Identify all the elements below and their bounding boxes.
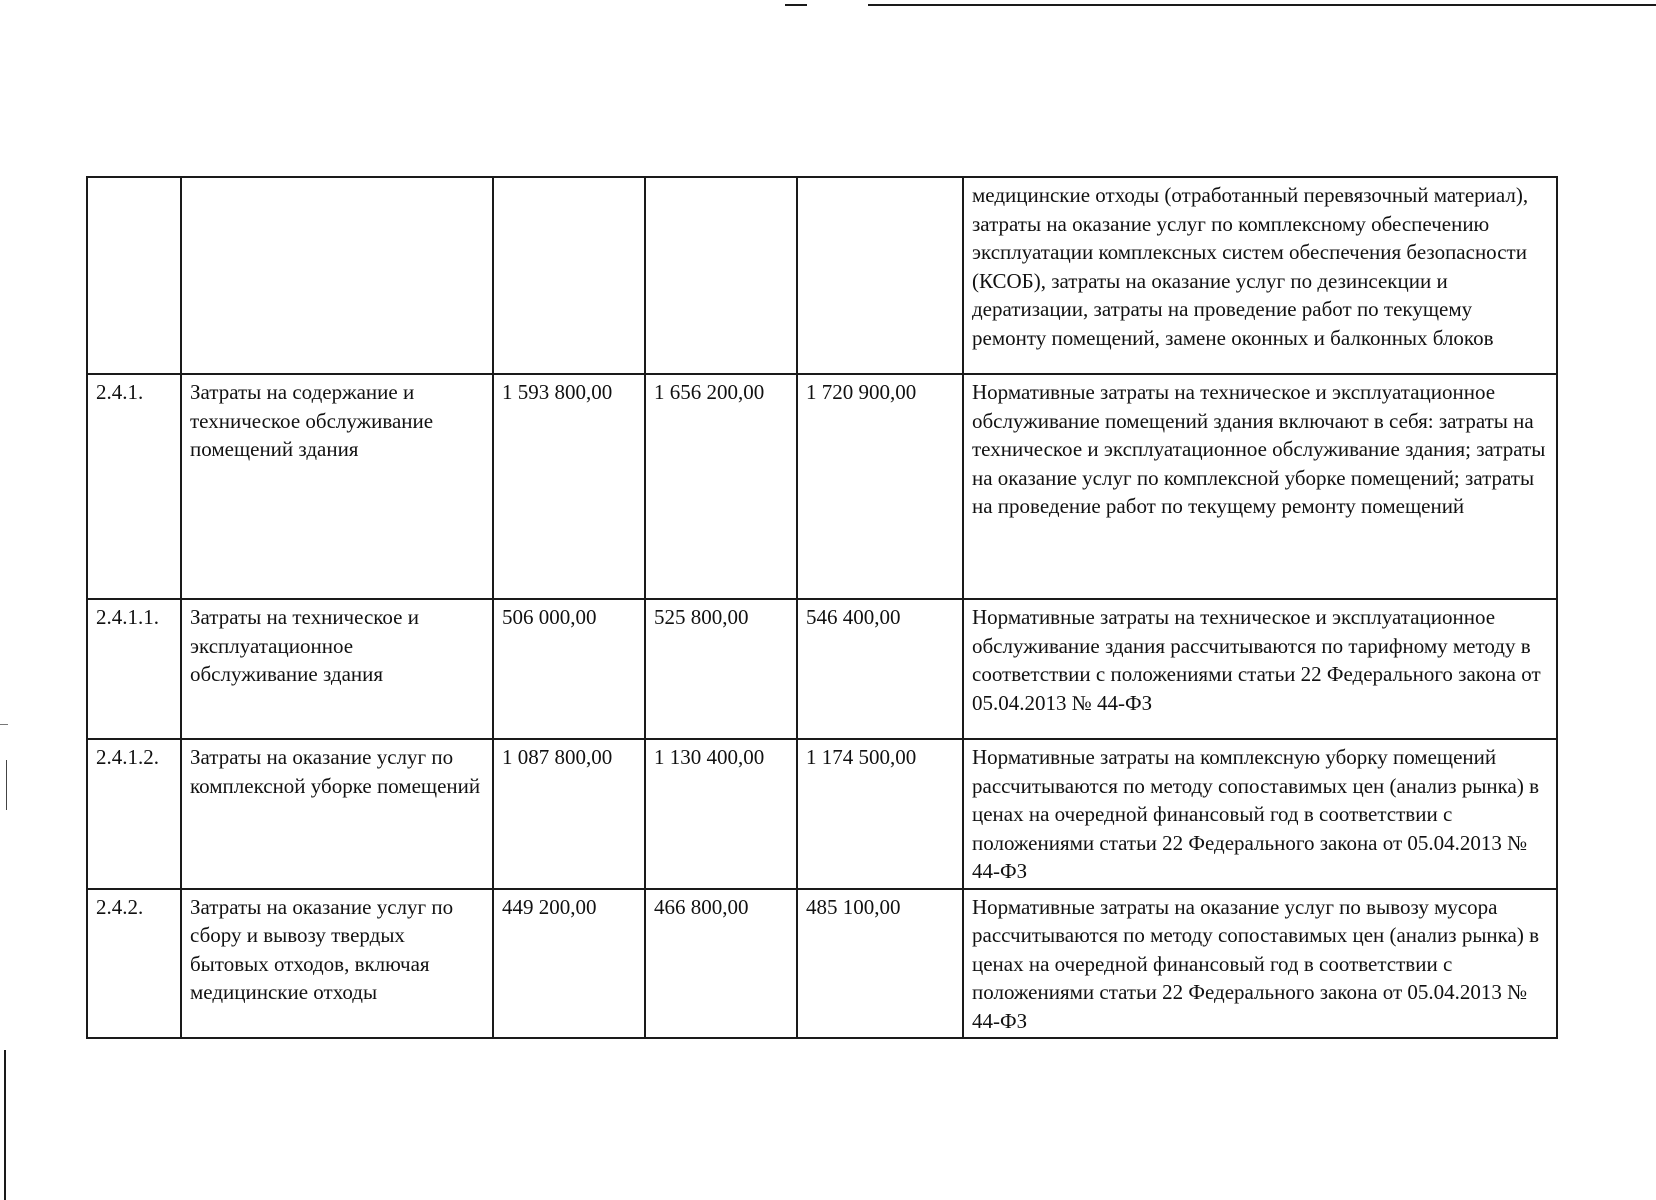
- cell-year2: 1 656 200,00: [645, 374, 797, 599]
- cell-name: Затраты на оказание услуг по комплексной уборке помещений: [181, 739, 493, 889]
- cell-description: медицинские отходы (отработанный перевязочный материал), затраты на оказание услуг по комплексному обеспечению эксплуатации комплексных систем обеспечения безопасности (КСОБ), затраты на оказание услуг по дезинсекции и дератизации, затраты на проведение работ по текущему ремонту помещений, замене оконных и балконных блоков: [963, 177, 1557, 374]
- scan-artifact-tick: [6, 760, 7, 810]
- cell-name: Затраты на оказание услуг по сбору и вывозу твердых бытовых отходов, включая медицинские отходы: [181, 889, 493, 1039]
- cell-description: Нормативные затраты на техническое и эксплуатационное обслуживание здания рассчитываются по тарифному методу в соответствии с положениями статьи 22 Федерального закона от 05.04.2013 № 44-ФЗ: [963, 599, 1557, 739]
- cell-year1: 1 593 800,00: [493, 374, 645, 599]
- cell-year1: 449 200,00: [493, 889, 645, 1039]
- table-row: [87, 374, 1557, 599]
- table-row: [87, 177, 1557, 374]
- cell-year2: [645, 177, 797, 374]
- table-row: [87, 599, 1557, 739]
- cost-table: [86, 176, 1558, 1039]
- cell-year3: 1 720 900,00: [797, 374, 963, 599]
- cell-code: 2.4.2.: [87, 889, 181, 1039]
- cell-year1: 506 000,00: [493, 599, 645, 739]
- cell-year2: 466 800,00: [645, 889, 797, 1039]
- cell-code: 2.4.1.1.: [87, 599, 181, 739]
- cell-year3: 485 100,00: [797, 889, 963, 1039]
- scan-artifact-line: [868, 4, 1656, 6]
- cell-code: [87, 177, 181, 374]
- cell-name: Затраты на содержание и техническое обслуживание помещений здания: [181, 374, 493, 599]
- cell-year3: 1 174 500,00: [797, 739, 963, 889]
- cell-year3: [797, 177, 963, 374]
- cell-name: [181, 177, 493, 374]
- scan-artifact-tick: [0, 724, 8, 725]
- cell-description: Нормативные затраты на оказание услуг по вывозу мусора рассчитываются по методу сопоставимых цен (анализ рынка) в ценах на очередной финансовый год в соответствии с положениями статьи 22 Федерального закона от 05.04.2013 № 44-ФЗ: [963, 889, 1557, 1039]
- cell-year3: 546 400,00: [797, 599, 963, 739]
- cell-code: 2.4.1.2.: [87, 739, 181, 889]
- cell-year1: 1 087 800,00: [493, 739, 645, 889]
- cell-description: Нормативные затраты на комплексную уборку помещений рассчитываются по методу сопоставимых цен (анализ рынка) в ценах на очередной финансовый год в соответствии с положениями статьи 22 Федерального закона от 05.04.2013 № 44-ФЗ: [963, 739, 1557, 889]
- table-row: [87, 739, 1557, 889]
- cell-year2: 1 130 400,00: [645, 739, 797, 889]
- table-row: [87, 889, 1557, 1039]
- scan-artifact-bar: [4, 1050, 6, 1200]
- cell-description: Нормативные затраты на техническое и эксплуатационное обслуживание помещений здания включают в себя: затраты на техническое и эксплуатационное обслуживание здания; затраты на оказание услуг по комплексной уборке помещений; затраты на проведение работ по текущему ремонту помещений: [963, 374, 1557, 599]
- cell-year1: [493, 177, 645, 374]
- cell-code: 2.4.1.: [87, 374, 181, 599]
- cell-name: Затраты на техническое и эксплуатационное обслуживание здания: [181, 599, 493, 739]
- scan-artifact-line: [785, 4, 807, 6]
- cell-year2: 525 800,00: [645, 599, 797, 739]
